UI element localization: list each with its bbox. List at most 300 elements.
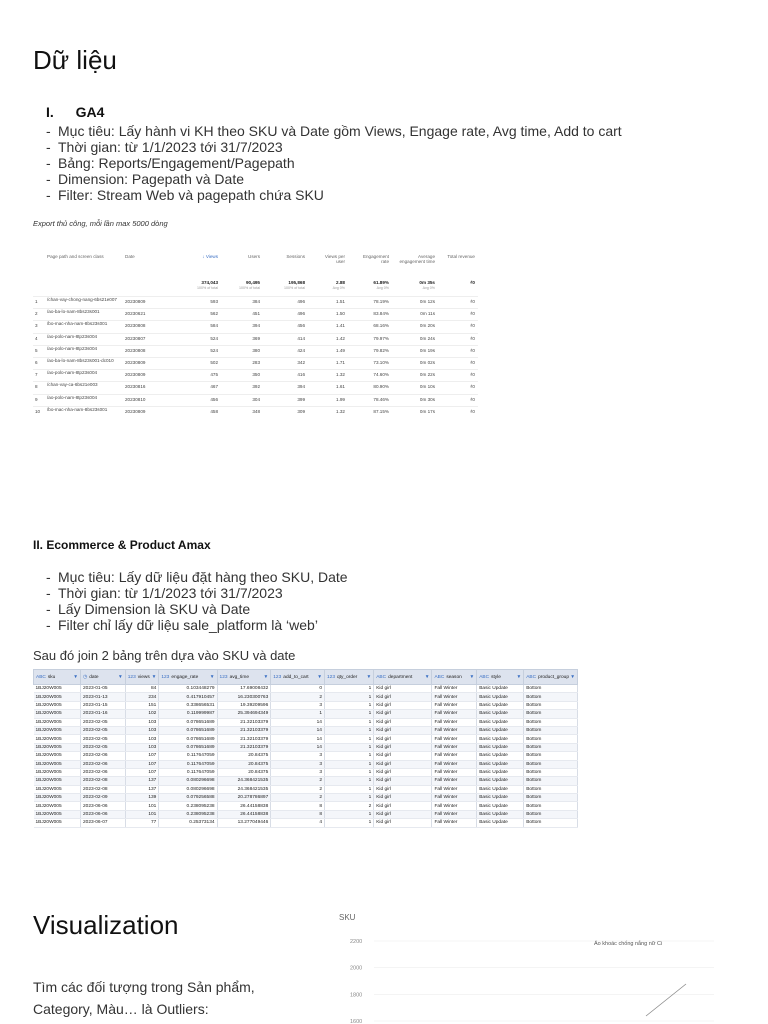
table-cell: 0m 17s (419, 408, 435, 414)
table-cell: 1BJ20W005 (34, 819, 81, 827)
type-icon: 123 (326, 674, 335, 680)
list-item: - Bảng: Reports/Engagement/Pagepath (33, 155, 753, 171)
table-cell: 8 (35, 384, 38, 390)
table-cell: Bottom (524, 819, 578, 827)
dropdown-arrow-icon[interactable]: ▼ (151, 674, 157, 680)
table-cell: 456 (210, 396, 218, 402)
total-value: 61.89% (373, 280, 389, 285)
table-cell: 2023-02-05 (81, 735, 126, 743)
column-header-department[interactable] (374, 670, 432, 685)
table-cell: 0.25373134 (159, 819, 217, 827)
table-cell: 1 (324, 794, 373, 802)
table-cell: Basic Update (477, 685, 524, 693)
chart-series-line (646, 984, 686, 1016)
table-cell: 384 (252, 299, 260, 304)
table-row (33, 357, 478, 368)
table-cell: Basic Update (477, 777, 524, 785)
table-cell: 139 (125, 794, 159, 802)
table-row (34, 810, 578, 818)
table-cell: ₫0 (470, 335, 475, 341)
table-cell: 3 (35, 323, 38, 329)
table-cell: 78.46% (373, 396, 389, 402)
column-label: views (137, 674, 150, 680)
table-cell: 524 (210, 335, 218, 341)
table-cell: 80.90% (373, 384, 389, 390)
table-cell: 2023-02-05 (81, 718, 126, 726)
table-cell: 0.119999987 (159, 710, 217, 718)
dropdown-arrow-icon[interactable]: ▼ (263, 674, 269, 680)
table-row (34, 777, 578, 785)
table-cell: 84 (125, 685, 159, 693)
table-cell: Bottom (524, 685, 578, 693)
table-cell: 584 (210, 323, 218, 329)
table-cell: Fall Winter (432, 743, 477, 751)
table-cell: 0.079256588 (159, 794, 217, 802)
total-sub: 100% of total (239, 286, 260, 290)
chart-annotation: Áo khoác chống nắng nữ Ci (594, 941, 663, 947)
column-header: Date (125, 254, 135, 259)
table-cell: 21.32103379 (217, 735, 271, 743)
table-cell: /chan-vay-ca-6bs21e003 (47, 382, 98, 388)
table-cell: Kid girl (374, 726, 432, 734)
ga4-report-image (33, 250, 478, 420)
column-header-avg_time[interactable] (217, 670, 271, 685)
table-cell: 20230809 (125, 360, 146, 365)
total-sub: Avg 0% (376, 286, 389, 290)
table-cell: Bottom (524, 802, 578, 810)
table-cell: 1.49 (336, 347, 345, 353)
table-cell: 451 (252, 311, 260, 317)
table-cell: 1BJ20W005 (34, 693, 81, 701)
table-header-row (34, 670, 578, 685)
table-cell: Fall Winter (432, 760, 477, 768)
table-cell: 369 (252, 335, 260, 341)
table-cell: ₫0 (470, 299, 475, 304)
table-cell: ₫0 (470, 311, 475, 317)
table-cell: Basic Update (477, 701, 524, 709)
table-cell: 107 (125, 768, 159, 776)
table-row (33, 369, 478, 380)
column-header: Total revenue (447, 254, 475, 259)
table-cell: 74.60% (373, 372, 389, 378)
table-cell: Fall Winter (432, 701, 477, 709)
table-cell: 2023-01-15 (81, 701, 126, 709)
table-cell: Kid girl (374, 701, 432, 709)
column-label: style (491, 674, 501, 680)
table-cell: 2 (271, 785, 325, 793)
table-row (34, 760, 578, 768)
table-cell: Basic Update (477, 710, 524, 718)
table-cell: Basic Update (477, 794, 524, 802)
list-item: - Filter: Stream Web và pagepath chứa SKU (33, 187, 753, 203)
table-cell: Kid girl (374, 785, 432, 793)
table-row (34, 768, 578, 776)
table-cell: 2 (324, 802, 373, 810)
dropdown-arrow-icon[interactable]: ▼ (570, 674, 575, 680)
table-cell: 79.82% (373, 347, 389, 353)
list-item: - Filter chỉ lấy dữ liệu sale_platform là ‘web’ (33, 617, 733, 633)
table-cell: 0m 20s (419, 323, 435, 329)
page-title: Dữ liệu (33, 45, 117, 75)
table-cell: 1 (324, 768, 373, 776)
table-cell: Basic Update (477, 760, 524, 768)
table-row (33, 345, 478, 356)
table-cell: 1.99 (336, 396, 345, 402)
table-cell: Basic Update (477, 768, 524, 776)
column-header-season[interactable] (432, 670, 477, 685)
type-icon: ABC (526, 674, 537, 680)
table-cell: 0m 30s (419, 396, 435, 402)
table-cell: 1BJ20W005 (34, 794, 81, 802)
table-cell: 394 (297, 384, 305, 390)
total-value: ₫0 (470, 280, 475, 285)
dropdown-arrow-icon[interactable]: ▼ (424, 674, 430, 680)
section1-heading (46, 104, 104, 120)
table-cell: Kid girl (374, 810, 432, 818)
table-row (34, 752, 578, 760)
sku-chart (336, 908, 716, 1024)
table-cell: 107 (125, 752, 159, 760)
table-cell: Bottom (524, 785, 578, 793)
column-header-add_to_cart[interactable] (271, 670, 325, 685)
table-cell: 24.368421535 (217, 777, 271, 785)
joined-data-table (33, 669, 578, 828)
table-cell: 0.078651689 (159, 743, 217, 751)
table-cell: 0m 12s (419, 299, 435, 304)
table-cell: 7 (35, 372, 38, 378)
column-header-product_group[interactable] (524, 670, 578, 685)
table-cell: 107 (125, 760, 159, 768)
table-cell: 1 (324, 693, 373, 701)
table-cell: 2023-02-05 (81, 726, 126, 734)
table-cell: 0.117647059 (159, 768, 217, 776)
table-cell: Fall Winter (432, 810, 477, 818)
table-cell: 73.10% (373, 360, 389, 365)
table-cell: 79.97% (373, 335, 389, 341)
table-cell: 0.078651689 (159, 718, 217, 726)
table-cell: 20230809 (125, 299, 146, 304)
table-cell: 1.41 (336, 323, 345, 329)
table-cell: Bottom (524, 735, 578, 743)
table-cell: 137 (125, 785, 159, 793)
table-cell: Fall Winter (432, 777, 477, 785)
table-cell: 14 (271, 743, 325, 751)
table-cell: 3 (271, 768, 325, 776)
table-cell: 8 (271, 810, 325, 818)
table-row (34, 802, 578, 810)
section1-title: GA4 (75, 104, 105, 120)
table-cell: Fall Winter (432, 785, 477, 793)
table-cell: 1.50 (336, 311, 345, 317)
table-row (33, 381, 478, 392)
table-cell: 496 (297, 299, 305, 304)
table-cell: 2023-02-09 (81, 794, 126, 802)
column-header: Users (248, 254, 260, 259)
table-cell: 1BJ20W005 (34, 810, 81, 818)
table-cell: 475 (210, 372, 218, 378)
table-cell: Bottom (524, 710, 578, 718)
type-icon: ABC (434, 674, 445, 680)
table-cell: /ao-ba-lo-nam-8bs23s001 (47, 309, 100, 315)
table-cell: Kid girl (374, 735, 432, 743)
table-cell: 3 (271, 752, 325, 760)
table-cell: Kid girl (374, 718, 432, 726)
chart-title: SKU (339, 913, 356, 922)
y-tick-label: 1800 (350, 992, 363, 999)
list-item: - Thời gian: từ 1/1/2023 tới 31/7/2023 (33, 139, 753, 155)
export-caption: Export thủ công, mỗi lần max 5000 dòng (33, 219, 168, 228)
column-label: product_group (538, 674, 570, 680)
table-cell: Basic Update (477, 752, 524, 760)
chart-grid (350, 939, 714, 1024)
table-cell: 593 (210, 299, 218, 304)
table-row (33, 320, 478, 331)
total-value: 0m 35s (419, 280, 435, 285)
column-header-style[interactable] (477, 670, 524, 685)
table-cell: /ao-ba-lo-nam-8bs23s001-dc010 (47, 358, 114, 363)
table-cell: 1BJ20W005 (34, 685, 81, 693)
table-cell: 0.417910457 (159, 693, 217, 701)
table-row (34, 685, 578, 693)
table-cell: 14 (271, 718, 325, 726)
table-cell: 20.84375 (217, 752, 271, 760)
table-cell: ₫0 (470, 372, 475, 378)
table-cell: Kid girl (374, 760, 432, 768)
visualization-heading: Visualization (33, 910, 179, 940)
table-cell: 20230810 (125, 396, 146, 402)
table-cell: 1 (324, 819, 373, 827)
table-cell: 0.238095238 (159, 810, 217, 818)
table-cell: Kid girl (374, 710, 432, 718)
table-cell: 1BJ20W005 (34, 768, 81, 776)
table-cell: 20230808 (125, 347, 146, 353)
table-cell: 1 (324, 810, 373, 818)
table-cell: Fall Winter (432, 718, 477, 726)
table-cell: 1BJ20W005 (34, 743, 81, 751)
table-cell: Kid girl (374, 768, 432, 776)
table-cell: Bottom (524, 810, 578, 818)
table-cell: 8 (271, 802, 325, 810)
total-value: 90,495 (245, 280, 260, 285)
table-cell: 399 (297, 396, 305, 402)
table-cell: 524 (210, 347, 218, 353)
type-icon: 123 (273, 674, 282, 680)
total-value: 195,868 (288, 280, 305, 285)
list-item: - Lấy Dimension là SKU và Date (33, 601, 733, 617)
table-row (33, 394, 478, 405)
table-body (34, 685, 578, 828)
table-cell: Kid girl (374, 752, 432, 760)
table-cell: Kid girl (374, 819, 432, 827)
table-cell: 0m 19s (419, 347, 435, 353)
table-cell: Fall Winter (432, 735, 477, 743)
dropdown-arrow-icon[interactable]: ▼ (209, 674, 215, 680)
table-cell: 2023-06-06 (81, 810, 126, 818)
table-cell: 3 (271, 760, 325, 768)
type-icon: 123 (219, 674, 228, 680)
list-item: - Mục tiêu: Lấy hành vi KH theo SKU và Date gồm Views, Engage rate, Avg time, Add to cart (33, 123, 753, 139)
column-label: season (446, 674, 462, 680)
table-cell: Bottom (524, 752, 578, 760)
table-cell: Bottom (524, 693, 578, 701)
table-cell: 1BJ20W005 (34, 726, 81, 734)
table-cell: 2023-06-07 (81, 819, 126, 827)
table-cell: 4 (35, 335, 38, 341)
table-cell: 1 (324, 752, 373, 760)
table-cell: Kid girl (374, 794, 432, 802)
table-cell: 1.61 (336, 384, 345, 390)
table-cell: 0.080296698 (159, 777, 217, 785)
table-cell: Basic Update (477, 735, 524, 743)
table-cell: 0.117647059 (159, 752, 217, 760)
list-item: - Mục tiêu: Lấy dữ liệu đặt hàng theo SKU, Date (33, 569, 733, 585)
table-cell: 1BJ20W005 (34, 752, 81, 760)
section2-heading: II. Ecommerce & Product Amax (33, 538, 211, 552)
table-cell: Fall Winter (432, 710, 477, 718)
table-cell: 19.39209596 (217, 701, 271, 709)
table-cell: Basic Update (477, 693, 524, 701)
table-cell: 456 (297, 323, 305, 329)
table-cell: 0m 24s (419, 335, 435, 341)
table-cell: Basic Update (477, 785, 524, 793)
table-row (34, 743, 578, 751)
table-cell: 350 (252, 372, 260, 378)
table-cell: 25.394694349 (217, 710, 271, 718)
table-row (34, 794, 578, 802)
table-cell: 1 (324, 777, 373, 785)
total-sub: Avg 0% (332, 286, 345, 290)
table-cell: 1BJ20W005 (34, 777, 81, 785)
table-cell: 20230621 (125, 311, 146, 317)
list-item: - Thời gian: từ 1/1/2023 tới 31/7/2023 (33, 585, 733, 601)
column-header-qty_order[interactable] (324, 670, 373, 685)
table-row (34, 735, 578, 743)
type-icon: ABC (36, 674, 46, 680)
total-sub: 100% of total (197, 286, 218, 290)
table-cell: 1.32 (336, 408, 345, 414)
total-value: 374,043 (201, 280, 218, 285)
dropdown-arrow-icon[interactable]: ▼ (118, 674, 123, 680)
table-cell: 0.103448279 (159, 685, 217, 693)
table-cell: 20230816 (125, 384, 146, 390)
table-cell: 151 (125, 701, 159, 709)
table-cell: Bottom (524, 743, 578, 751)
table-cell: 21.32103379 (217, 743, 271, 751)
column-header-date[interactable] (81, 670, 126, 685)
table-cell: 1 (324, 718, 373, 726)
visualization-text (33, 976, 255, 1020)
table-cell: /bo-mac-nha-nam-8bs23s001 (47, 406, 108, 412)
table-row (33, 333, 478, 344)
table-cell: 304 (252, 396, 260, 402)
table-cell: Kid girl (374, 693, 432, 701)
section1-number: I. (46, 104, 54, 120)
table-cell: 0m 22s (419, 372, 435, 378)
table-cell: 1.51 (336, 299, 345, 304)
table-cell: 21.32103379 (217, 718, 271, 726)
table-cell: Bottom (524, 777, 578, 785)
table-cell: 1BJ20W005 (34, 760, 81, 768)
table-cell: 0.238095238 (159, 802, 217, 810)
table-cell: 0.117647059 (159, 760, 217, 768)
table-cell: 1 (271, 710, 325, 718)
table-cell: 2023-02-05 (81, 743, 126, 751)
table-cell: ₫0 (470, 347, 475, 353)
table-cell: Fall Winter (432, 752, 477, 760)
table-cell: 2023-01-05 (81, 685, 126, 693)
column-header: Views per user (324, 254, 345, 264)
table-row (33, 296, 478, 307)
dropdown-arrow-icon[interactable]: ▼ (469, 674, 475, 680)
table-cell: 101 (125, 810, 159, 818)
table-cell: 26.44158838 (217, 802, 271, 810)
table-cell: 77 (125, 819, 159, 827)
table-cell: 1.71 (336, 360, 345, 365)
table-cell: Fall Winter (432, 693, 477, 701)
table-row (33, 308, 478, 319)
table-cell: /ao-polo-nam-8tp23s004 (47, 370, 98, 376)
dropdown-arrow-icon[interactable]: ▼ (73, 674, 78, 680)
column-header-engage_rate[interactable] (159, 670, 217, 685)
visualization-text-line: Category, Màu… là Outliers: (33, 1001, 209, 1017)
table-cell: /ao-polo-nam-8tp23s004 (47, 394, 98, 400)
table-cell: 2023-02-06 (81, 752, 126, 760)
table-cell: Kid girl (374, 777, 432, 785)
table-cell: 20230809 (125, 372, 146, 378)
table-cell: 6 (35, 360, 38, 365)
table-cell: 1 (324, 685, 373, 693)
table-cell: Kid girl (374, 802, 432, 810)
table-cell: 1BJ20W005 (34, 802, 81, 810)
table-cell: 101 (125, 802, 159, 810)
table-cell: 103 (125, 735, 159, 743)
dropdown-arrow-icon[interactable]: ▼ (516, 674, 522, 680)
table-cell: Bottom (524, 718, 578, 726)
table-cell: 0m 02s (419, 360, 435, 365)
table-cell: ₫0 (470, 408, 475, 414)
table-cell: 10 (35, 408, 41, 414)
dropdown-arrow-icon[interactable]: ▼ (366, 674, 372, 680)
table-cell: Fall Winter (432, 768, 477, 776)
table-cell: 424 (297, 347, 305, 353)
dropdown-arrow-icon[interactable]: ▼ (317, 674, 322, 680)
table-cell: 1 (324, 743, 373, 751)
column-header: Page path and screen class (47, 254, 104, 259)
table-cell: 17.69008432 (217, 685, 271, 693)
column-header: Sessions (286, 254, 305, 259)
table-cell: Basic Update (477, 718, 524, 726)
table-cell: 394 (252, 323, 260, 329)
table-cell: Fall Winter (432, 726, 477, 734)
table-cell: 0 (271, 685, 325, 693)
table-cell: Kid girl (374, 685, 432, 693)
table-cell: 502 (210, 360, 218, 365)
table-cell: 234 (125, 693, 159, 701)
column-header-sku[interactable] (34, 670, 81, 685)
y-tick-label: 2000 (350, 965, 363, 972)
table-cell: /ao-polo-nam-8tp23s004 (47, 345, 98, 351)
table-cell: 380 (252, 347, 260, 353)
table-cell: 2023-02-06 (81, 760, 126, 768)
table-cell: Basic Update (477, 819, 524, 827)
total-sub: 100% of total (284, 286, 305, 290)
column-header: Engagement rate (362, 254, 389, 264)
column-header-views[interactable] (125, 670, 159, 685)
table-row (34, 819, 578, 827)
column-label: date (89, 674, 99, 680)
total-sub: Avg 0% (422, 286, 435, 290)
table-cell: 9 (35, 396, 38, 402)
